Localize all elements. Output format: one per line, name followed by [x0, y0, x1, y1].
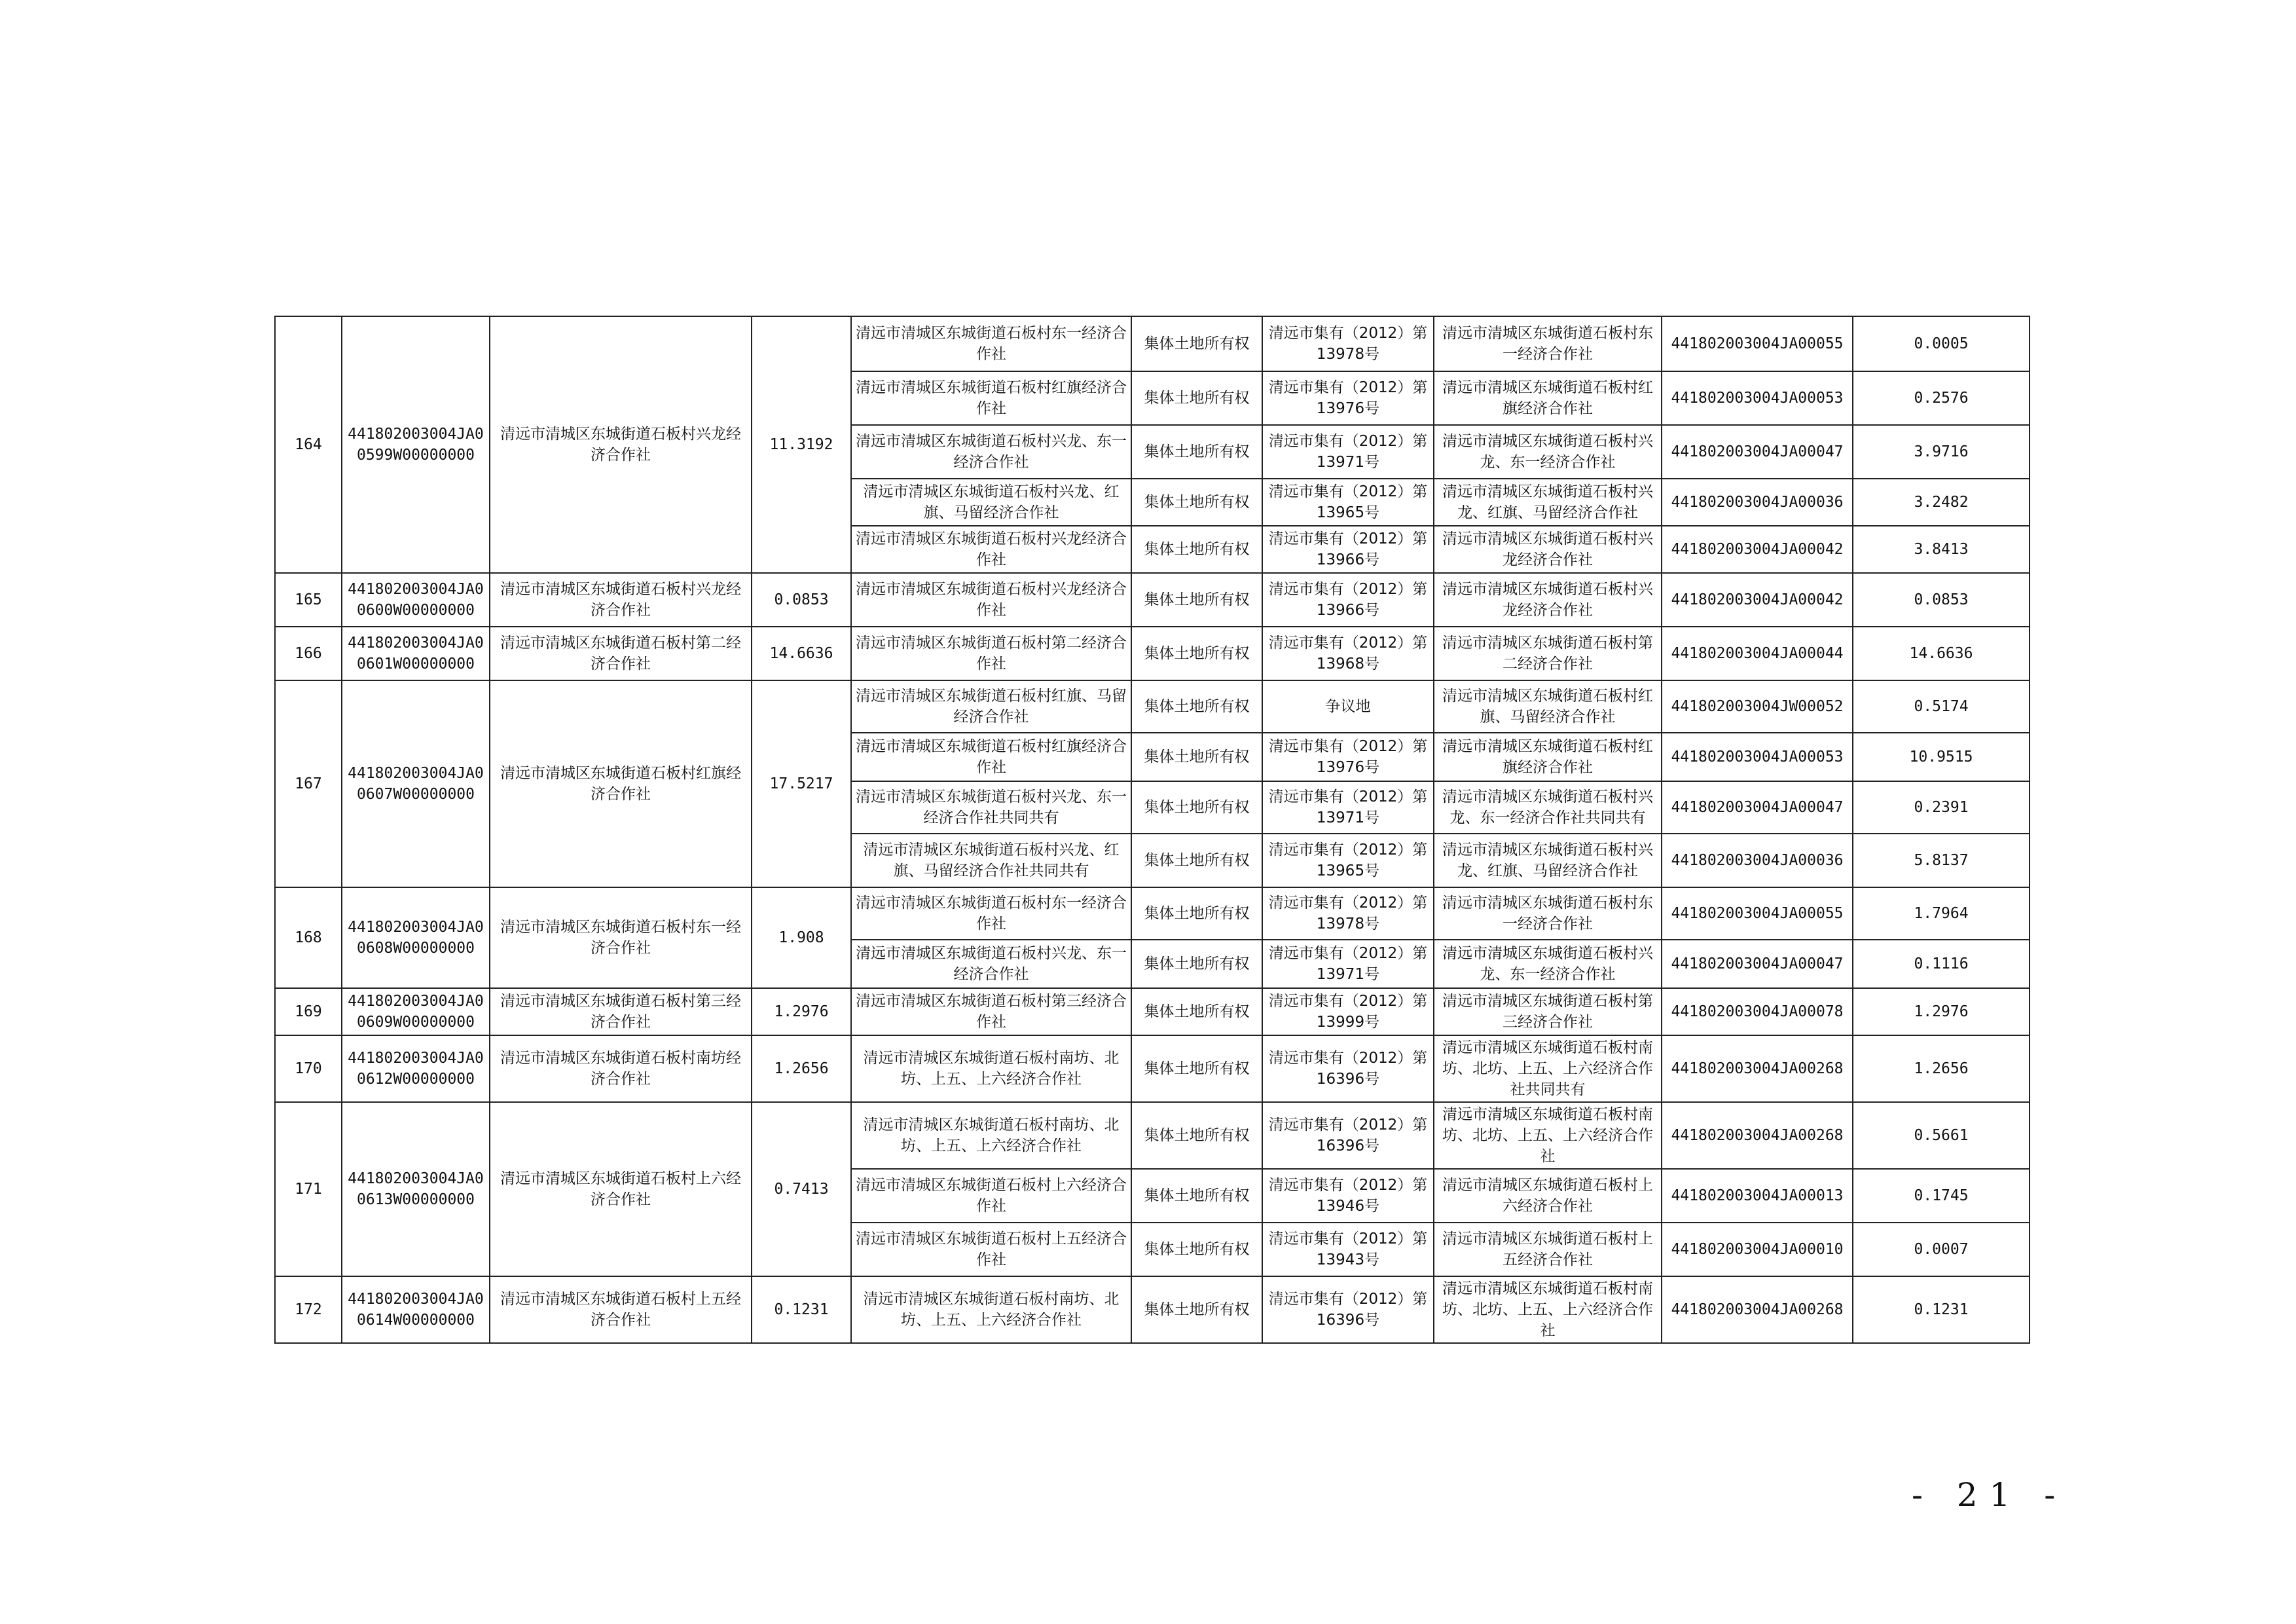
- certificate-number: 清远市集有（2012）第13966号: [1262, 526, 1434, 573]
- sub-area: 0.0853: [1853, 573, 2030, 627]
- rights-holder: 清远市清城区东城街道石板村红旗、马留经济合作社: [1434, 680, 1662, 733]
- sub-area: 1.7964: [1853, 887, 2030, 940]
- total-area: 17.5217: [752, 680, 851, 887]
- right-type: 集体土地所有权: [1131, 479, 1262, 526]
- owner-name: 清远市清城区东城街道石板村兴龙经济合作社: [851, 526, 1131, 573]
- owner-name: 清远市清城区东城街道石板村兴龙、红旗、马留经济合作社: [851, 479, 1131, 526]
- rights-holder: 清远市清城区东城街道石板村东一经济合作社: [1434, 316, 1662, 371]
- table-row: [275, 316, 2030, 371]
- total-area: 11.3192: [752, 316, 851, 573]
- sub-area: 5.8137: [1853, 834, 2030, 887]
- rights-holder: 清远市清城区东城街道石板村南坊、北坊、上五、上六经济合作社共同共有: [1434, 1035, 1662, 1102]
- owner-name: 清远市清城区东城街道石板村上六经济合作社: [851, 1169, 1131, 1223]
- right-type: 集体土地所有权: [1131, 425, 1262, 479]
- owner-name: 清远市清城区东城街道石板村红旗经济合作社: [851, 733, 1131, 781]
- rights-holder: 清远市清城区东城街道石板村南坊、北坊、上五、上六经济合作社: [1434, 1276, 1662, 1343]
- unit-code: 441802003004JA00047: [1662, 425, 1853, 479]
- unit-code: 441802003004JA00042: [1662, 573, 1853, 627]
- cooperative-name: 清远市清城区东城街道石板村第二经济合作社: [490, 627, 752, 680]
- rights-holder: 清远市清城区东城街道石板村兴龙、红旗、马留经济合作社: [1434, 834, 1662, 887]
- right-type: 集体土地所有权: [1131, 1276, 1262, 1343]
- unit-code: 441802003004JW00052: [1662, 680, 1853, 733]
- table-row: [275, 627, 2030, 680]
- row-number: 164: [275, 316, 342, 573]
- sub-area: 3.9716: [1853, 425, 2030, 479]
- page-number: - 21 -: [1912, 1476, 2068, 1514]
- sub-area: 0.2391: [1853, 781, 2030, 834]
- owner-name: 清远市清城区东城街道石板村红旗经济合作社: [851, 371, 1131, 425]
- right-type: 集体土地所有权: [1131, 573, 1262, 627]
- rights-holder: 清远市清城区东城街道石板村兴龙、红旗、马留经济合作社: [1434, 479, 1662, 526]
- certificate-number: 争议地: [1262, 680, 1434, 733]
- owner-name: 清远市清城区东城街道石板村红旗、马留经济合作社: [851, 680, 1131, 733]
- certificate-number: 清远市集有（2012）第13965号: [1262, 479, 1434, 526]
- unit-code: 441802003004JA00053: [1662, 733, 1853, 781]
- rights-holder: 清远市清城区东城街道石板村红旗经济合作社: [1434, 733, 1662, 781]
- certificate-number: 清远市集有（2012）第13965号: [1262, 834, 1434, 887]
- unit-code: 441802003004JA00047: [1662, 940, 1853, 988]
- sub-area: 3.8413: [1853, 526, 2030, 573]
- unit-code: 441802003004JA00036: [1662, 834, 1853, 887]
- right-type: 集体土地所有权: [1131, 733, 1262, 781]
- row-number: 172: [275, 1276, 342, 1343]
- table-row: [275, 988, 2030, 1035]
- certificate-number: 清远市集有（2012）第13971号: [1262, 940, 1434, 988]
- certificate-number: 清远市集有（2012）第13999号: [1262, 988, 1434, 1035]
- total-area: 1.2976: [752, 988, 851, 1035]
- rights-holder: 清远市清城区东城街道石板村红旗经济合作社: [1434, 371, 1662, 425]
- owner-name: 清远市清城区东城街道石板村上五经济合作社: [851, 1223, 1131, 1276]
- certificate-number: 清远市集有（2012）第13976号: [1262, 371, 1434, 425]
- table-row: [275, 1035, 2030, 1102]
- cooperative-name: 清远市清城区东城街道石板村上五经济合作社: [490, 1276, 752, 1343]
- certificate-number: 清远市集有（2012）第13976号: [1262, 733, 1434, 781]
- unit-code: 441802003004JA00010: [1662, 1223, 1853, 1276]
- row-number: 165: [275, 573, 342, 627]
- sub-area: 0.5661: [1853, 1102, 2030, 1169]
- parcel-code: 441802003004JA00613W00000000: [342, 1102, 490, 1276]
- rights-holder: 清远市清城区东城街道石板村兴龙、东一经济合作社: [1434, 940, 1662, 988]
- sub-area: 0.0007: [1853, 1223, 2030, 1276]
- parcel-code: 441802003004JA00609W00000000: [342, 988, 490, 1035]
- certificate-number: 清远市集有（2012）第16396号: [1262, 1276, 1434, 1343]
- unit-code: 441802003004JA00042: [1662, 526, 1853, 573]
- cooperative-name: 清远市清城区东城街道石板村上六经济合作社: [490, 1102, 752, 1276]
- parcel-code: 441802003004JA00607W00000000: [342, 680, 490, 887]
- right-type: 集体土地所有权: [1131, 1035, 1262, 1102]
- sub-area: 1.2656: [1853, 1035, 2030, 1102]
- sub-area: 0.1231: [1853, 1276, 2030, 1343]
- right-type: 集体土地所有权: [1131, 988, 1262, 1035]
- right-type: 集体土地所有权: [1131, 1102, 1262, 1169]
- total-area: 0.7413: [752, 1102, 851, 1276]
- unit-code: 441802003004JA00268: [1662, 1035, 1853, 1102]
- rights-holder: 清远市清城区东城街道石板村第三经济合作社: [1434, 988, 1662, 1035]
- parcel-code: 441802003004JA00599W00000000: [342, 316, 490, 573]
- rights-holder: 清远市清城区东城街道石板村第二经济合作社: [1434, 627, 1662, 680]
- parcel-code: 441802003004JA00614W00000000: [342, 1276, 490, 1343]
- right-type: 集体土地所有权: [1131, 627, 1262, 680]
- sub-area: 14.6636: [1853, 627, 2030, 680]
- certificate-number: 清远市集有（2012）第13978号: [1262, 316, 1434, 371]
- owner-name: 清远市清城区东城街道石板村兴龙、东一经济合作社共同共有: [851, 781, 1131, 834]
- sub-area: 0.1116: [1853, 940, 2030, 988]
- rights-holder: 清远市清城区东城街道石板村兴龙经济合作社: [1434, 526, 1662, 573]
- owner-name: 清远市清城区东城街道石板村兴龙、红旗、马留经济合作社共同共有: [851, 834, 1131, 887]
- parcel-code: 441802003004JA00608W00000000: [342, 887, 490, 988]
- right-type: 集体土地所有权: [1131, 526, 1262, 573]
- cooperative-name: 清远市清城区东城街道石板村兴龙经济合作社: [490, 316, 752, 573]
- rights-holder: 清远市清城区东城街道石板村兴龙、东一经济合作社共同共有: [1434, 781, 1662, 834]
- sub-area: 1.2976: [1853, 988, 2030, 1035]
- unit-code: 441802003004JA00078: [1662, 988, 1853, 1035]
- sub-area: 0.0005: [1853, 316, 2030, 371]
- land-rights-table-wrapper: [274, 316, 2030, 1344]
- right-type: 集体土地所有权: [1131, 1169, 1262, 1223]
- right-type: 集体土地所有权: [1131, 834, 1262, 887]
- sub-area: 0.5174: [1853, 680, 2030, 733]
- table-body: [275, 316, 2030, 1343]
- sub-area: 3.2482: [1853, 479, 2030, 526]
- right-type: 集体土地所有权: [1131, 680, 1262, 733]
- unit-code: 441802003004JA00053: [1662, 371, 1853, 425]
- unit-code: 441802003004JA00036: [1662, 479, 1853, 526]
- total-area: 0.1231: [752, 1276, 851, 1343]
- owner-name: 清远市清城区东城街道石板村南坊、北坊、上五、上六经济合作社: [851, 1276, 1131, 1343]
- total-area: 0.0853: [752, 573, 851, 627]
- cooperative-name: 清远市清城区东城街道石板村东一经济合作社: [490, 887, 752, 988]
- rights-holder: 清远市清城区东城街道石板村上五经济合作社: [1434, 1223, 1662, 1276]
- row-number: 167: [275, 680, 342, 887]
- parcel-code: 441802003004JA00601W00000000: [342, 627, 490, 680]
- sub-area: 0.1745: [1853, 1169, 2030, 1223]
- land-rights-table: [274, 316, 2030, 1344]
- owner-name: 清远市清城区东城街道石板村东一经济合作社: [851, 316, 1131, 371]
- owner-name: 清远市清城区东城街道石板村第二经济合作社: [851, 627, 1131, 680]
- certificate-number: 清远市集有（2012）第13971号: [1262, 425, 1434, 479]
- certificate-number: 清远市集有（2012）第13946号: [1262, 1169, 1434, 1223]
- row-number: 170: [275, 1035, 342, 1102]
- rights-holder: 清远市清城区东城街道石板村东一经济合作社: [1434, 887, 1662, 940]
- total-area: 1.908: [752, 887, 851, 988]
- owner-name: 清远市清城区东城街道石板村兴龙、东一经济合作社: [851, 940, 1131, 988]
- owner-name: 清远市清城区东城街道石板村南坊、北坊、上五、上六经济合作社: [851, 1035, 1131, 1102]
- certificate-number: 清远市集有（2012）第13943号: [1262, 1223, 1434, 1276]
- unit-code: 441802003004JA00055: [1662, 887, 1853, 940]
- rights-holder: 清远市清城区东城街道石板村兴龙、东一经济合作社: [1434, 425, 1662, 479]
- owner-name: 清远市清城区东城街道石板村兴龙经济合作社: [851, 573, 1131, 627]
- rights-holder: 清远市清城区东城街道石板村上六经济合作社: [1434, 1169, 1662, 1223]
- table-row: [275, 573, 2030, 627]
- row-number: 169: [275, 988, 342, 1035]
- unit-code: 441802003004JA00268: [1662, 1102, 1853, 1169]
- unit-code: 441802003004JA00044: [1662, 627, 1853, 680]
- total-area: 14.6636: [752, 627, 851, 680]
- rights-holder: 清远市清城区东城街道石板村兴龙经济合作社: [1434, 573, 1662, 627]
- right-type: 集体土地所有权: [1131, 371, 1262, 425]
- sub-area: 10.9515: [1853, 733, 2030, 781]
- owner-name: 清远市清城区东城街道石板村东一经济合作社: [851, 887, 1131, 940]
- total-area: 1.2656: [752, 1035, 851, 1102]
- cooperative-name: 清远市清城区东城街道石板村南坊经济合作社: [490, 1035, 752, 1102]
- table-row: [275, 1276, 2030, 1343]
- owner-name: 清远市清城区东城街道石板村兴龙、东一经济合作社: [851, 425, 1131, 479]
- right-type: 集体土地所有权: [1131, 887, 1262, 940]
- right-type: 集体土地所有权: [1131, 940, 1262, 988]
- parcel-code: 441802003004JA00612W00000000: [342, 1035, 490, 1102]
- sub-area: 0.2576: [1853, 371, 2030, 425]
- right-type: 集体土地所有权: [1131, 1223, 1262, 1276]
- row-number: 166: [275, 627, 342, 680]
- table-row: [275, 1102, 2030, 1169]
- cooperative-name: 清远市清城区东城街道石板村红旗经济合作社: [490, 680, 752, 887]
- unit-code: 441802003004JA00268: [1662, 1276, 1853, 1343]
- table-row: [275, 680, 2030, 733]
- table-row: [275, 887, 2030, 940]
- certificate-number: 清远市集有（2012）第13971号: [1262, 781, 1434, 834]
- certificate-number: 清远市集有（2012）第13978号: [1262, 887, 1434, 940]
- certificate-number: 清远市集有（2012）第16396号: [1262, 1035, 1434, 1102]
- unit-code: 441802003004JA00047: [1662, 781, 1853, 834]
- unit-code: 441802003004JA00055: [1662, 316, 1853, 371]
- owner-name: 清远市清城区东城街道石板村南坊、北坊、上五、上六经济合作社: [851, 1102, 1131, 1169]
- cooperative-name: 清远市清城区东城街道石板村兴龙经济合作社: [490, 573, 752, 627]
- owner-name: 清远市清城区东城街道石板村第三经济合作社: [851, 988, 1131, 1035]
- certificate-number: 清远市集有（2012）第13966号: [1262, 573, 1434, 627]
- parcel-code: 441802003004JA00600W00000000: [342, 573, 490, 627]
- right-type: 集体土地所有权: [1131, 781, 1262, 834]
- row-number: 171: [275, 1102, 342, 1276]
- rights-holder: 清远市清城区东城街道石板村南坊、北坊、上五、上六经济合作社: [1434, 1102, 1662, 1169]
- unit-code: 441802003004JA00013: [1662, 1169, 1853, 1223]
- certificate-number: 清远市集有（2012）第13968号: [1262, 627, 1434, 680]
- right-type: 集体土地所有权: [1131, 316, 1262, 371]
- cooperative-name: 清远市清城区东城街道石板村第三经济合作社: [490, 988, 752, 1035]
- certificate-number: 清远市集有（2012）第16396号: [1262, 1102, 1434, 1169]
- row-number: 168: [275, 887, 342, 988]
